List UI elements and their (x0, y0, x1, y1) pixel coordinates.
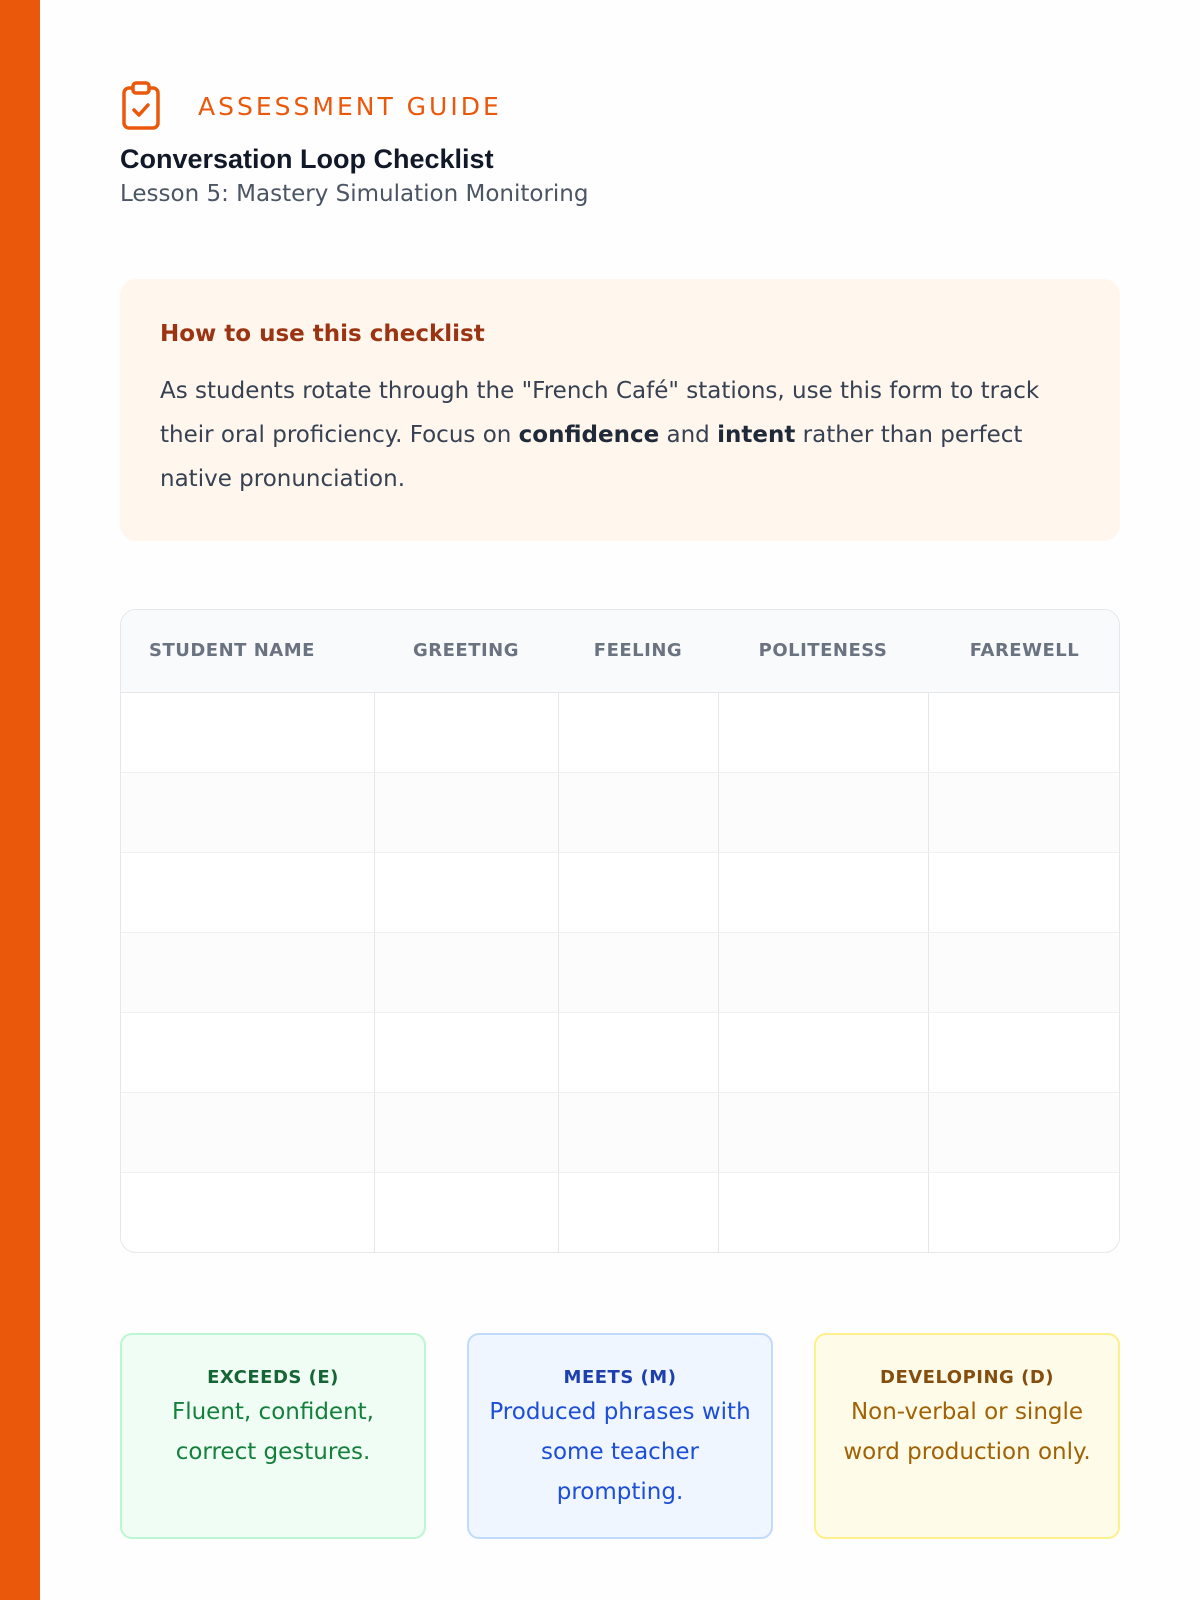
checklist-table (121, 610, 1120, 1252)
page-subtitle: Lesson 5: Mastery Simulation Monitoring (120, 181, 589, 207)
cell-politeness[interactable] (718, 1012, 928, 1092)
legend-card-exceeds (120, 1333, 426, 1539)
instructions-text-part: rather than perfect native pronunciation. (160, 422, 1023, 492)
cell-farewell[interactable] (928, 932, 1120, 1012)
cell-feeling[interactable] (558, 692, 718, 772)
table-row (121, 772, 1120, 852)
table-header-row (121, 610, 1120, 692)
column-header-politeness: POLITENESS (718, 610, 928, 692)
column-header-farewell: FAREWELL (928, 610, 1120, 692)
cell-greeting[interactable] (374, 1092, 558, 1172)
cell-feeling[interactable] (558, 932, 718, 1012)
cell-feeling[interactable] (558, 852, 718, 932)
cell-student-name[interactable] (121, 772, 374, 852)
table-row (121, 1172, 1120, 1252)
legend-label-meets: MEETS (M) (563, 1367, 677, 1388)
table-row (121, 932, 1120, 1012)
cell-politeness[interactable] (718, 1092, 928, 1172)
cell-greeting[interactable] (374, 932, 558, 1012)
instructions-text-part: and (659, 422, 718, 448)
cell-greeting[interactable] (374, 852, 558, 932)
table-row (121, 692, 1120, 772)
legend-label-developing: DEVELOPING (D) (880, 1367, 1054, 1388)
legend-description-developing: Non-verbal or single word production only. (843, 1399, 1091, 1465)
cell-student-name[interactable] (121, 1012, 374, 1092)
table-row (121, 852, 1120, 932)
column-header-student-name: STUDENT NAME (121, 610, 374, 692)
cell-farewell[interactable] (928, 692, 1120, 772)
instructions-text (160, 369, 1080, 501)
legend-label-exceeds: EXCEEDS (E) (207, 1367, 339, 1388)
instructions-emphasis-confidence: confidence (518, 422, 660, 448)
instructions-text-part: As students rotate through the "French Café" stations, use this form to track their oral proficiency. Focus on (160, 378, 1040, 448)
instructions-box (120, 279, 1120, 541)
column-header-greeting: GREETING (374, 610, 558, 692)
column-header-feeling: FEELING (558, 610, 718, 692)
cell-farewell[interactable] (928, 1172, 1120, 1252)
cell-feeling[interactable] (558, 1012, 718, 1092)
legend-card-developing (814, 1333, 1120, 1539)
accent-bar (0, 0, 40, 1600)
cell-greeting[interactable] (374, 692, 558, 772)
cell-politeness[interactable] (718, 852, 928, 932)
cell-farewell[interactable] (928, 1092, 1120, 1172)
cell-feeling[interactable] (558, 1172, 718, 1252)
cell-greeting[interactable] (374, 1012, 558, 1092)
content (120, 80, 1120, 1539)
legend-description-meets: Produced phrases with some teacher prompting. (489, 1399, 751, 1505)
cell-farewell[interactable] (928, 1012, 1120, 1092)
cell-politeness[interactable] (718, 772, 928, 852)
page-title: Conversation Loop Checklist (120, 144, 494, 174)
cell-greeting[interactable] (374, 772, 558, 852)
rating-legend (120, 1333, 1120, 1539)
cell-student-name[interactable] (121, 692, 374, 772)
cell-politeness[interactable] (718, 692, 928, 772)
cell-student-name[interactable] (121, 852, 374, 932)
legend-card-meets (467, 1333, 773, 1539)
table-body (121, 692, 1120, 1252)
cell-politeness[interactable] (718, 932, 928, 1012)
table-row (121, 1012, 1120, 1092)
cell-farewell[interactable] (928, 772, 1120, 852)
clipboard-check-icon (120, 80, 170, 132)
cell-student-name[interactable] (121, 1092, 374, 1172)
table-row (121, 1092, 1120, 1172)
cell-student-name[interactable] (121, 1172, 374, 1252)
cell-farewell[interactable] (928, 852, 1120, 932)
instructions-title: How to use this checklist (160, 321, 485, 347)
cell-politeness[interactable] (718, 1172, 928, 1252)
cell-feeling[interactable] (558, 772, 718, 852)
cell-greeting[interactable] (374, 1172, 558, 1252)
header-row (120, 80, 1120, 132)
eyebrow-label: ASSESSMENT GUIDE (198, 91, 502, 121)
legend-description-exceeds: Fluent, confident, correct gestures. (171, 1399, 374, 1465)
checklist-table-card (120, 609, 1120, 1253)
cell-student-name[interactable] (121, 932, 374, 1012)
cell-feeling[interactable] (558, 1092, 718, 1172)
instructions-emphasis-intent: intent (717, 422, 796, 448)
